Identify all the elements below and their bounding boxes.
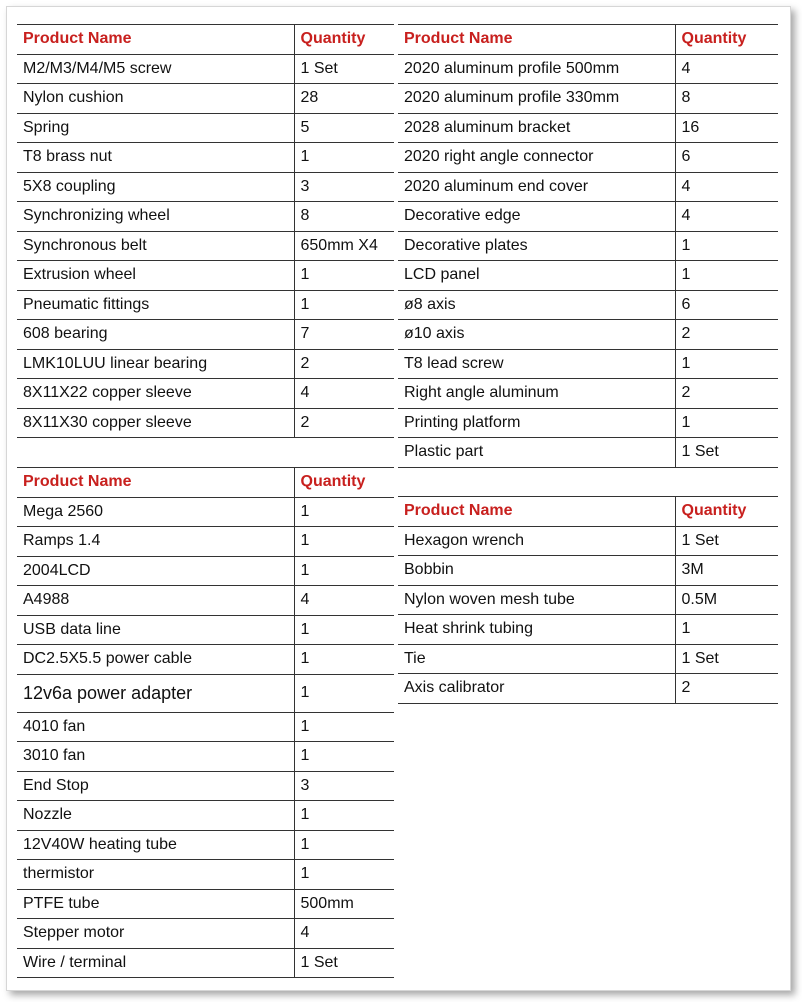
table-header-row: [17, 468, 394, 498]
table-row: [17, 919, 394, 949]
product-name-cell: Mega 2560: [17, 497, 294, 527]
table-row: [398, 202, 778, 232]
table-row: [17, 172, 394, 202]
product-name-cell: 2020 aluminum profile 330mm: [398, 84, 675, 114]
product-name-cell: 5X8 coupling: [17, 172, 294, 202]
table-row: [398, 290, 778, 320]
quantity-cell: 1: [675, 231, 778, 261]
table-row: [17, 379, 394, 409]
quantity-cell: 1: [675, 261, 778, 291]
table-row: [398, 585, 778, 615]
table-row: [17, 231, 394, 261]
product-name-cell: 608 bearing: [17, 320, 294, 350]
quantity-cell: 4: [294, 586, 394, 616]
table-row: [398, 644, 778, 674]
quantity-cell: 3M: [675, 556, 778, 586]
header-product-name: Product Name: [17, 25, 294, 55]
product-name-cell: Decorative plates: [398, 231, 675, 261]
quantity-cell: 1: [675, 615, 778, 645]
product-name-cell: Tie: [398, 644, 675, 674]
product-name-cell: 8X11X30 copper sleeve: [17, 408, 294, 438]
quantity-cell: 1: [294, 742, 394, 772]
table-row: [398, 556, 778, 586]
table-row: [17, 586, 394, 616]
product-name-cell: 2028 aluminum bracket: [398, 113, 675, 143]
product-name-cell: Printing platform: [398, 408, 675, 438]
quantity-cell: 1: [294, 497, 394, 527]
table-row: [17, 615, 394, 645]
header-product-name: Product Name: [398, 497, 675, 527]
quantity-cell: 8: [675, 84, 778, 114]
header-quantity: Quantity: [294, 468, 394, 498]
header-product-name: Product Name: [398, 25, 675, 55]
product-name-cell: End Stop: [17, 771, 294, 801]
product-name-cell: thermistor: [17, 860, 294, 890]
product-name-cell: 2020 aluminum profile 500mm: [398, 54, 675, 84]
table-row: [398, 261, 778, 291]
product-name-cell: 12v6a power adapter: [17, 674, 294, 712]
product-name-cell: 12V40W heating tube: [17, 830, 294, 860]
product-name-cell: Nylon cushion: [17, 84, 294, 114]
table-row: [398, 408, 778, 438]
quantity-cell: 2: [675, 379, 778, 409]
product-name-cell: 2004LCD: [17, 556, 294, 586]
table-row: [17, 712, 394, 742]
quantity-cell: 1: [294, 712, 394, 742]
product-name-cell: Nylon woven mesh tube: [398, 585, 675, 615]
quantity-cell: 1: [294, 556, 394, 586]
quantity-cell: 1: [675, 349, 778, 379]
quantity-cell: 4: [294, 919, 394, 949]
product-name-cell: T8 lead screw: [398, 349, 675, 379]
table-row: [17, 527, 394, 557]
product-name-cell: 3010 fan: [17, 742, 294, 772]
quantity-cell: 2: [294, 408, 394, 438]
product-name-cell: Synchronous belt: [17, 231, 294, 261]
product-name-cell: ø10 axis: [398, 320, 675, 350]
header-quantity: Quantity: [294, 25, 394, 55]
product-name-cell: Plastic part: [398, 438, 675, 468]
quantity-cell: 4: [675, 54, 778, 84]
product-name-cell: 2020 aluminum end cover: [398, 172, 675, 202]
quantity-cell: 1: [294, 615, 394, 645]
quantity-cell: 2: [675, 320, 778, 350]
quantity-cell: 4: [675, 172, 778, 202]
product-name-cell: Decorative edge: [398, 202, 675, 232]
quantity-cell: 1 Set: [294, 54, 394, 84]
table-header-row: [17, 25, 394, 55]
quantity-cell: 4: [294, 379, 394, 409]
quantity-cell: 1 Set: [675, 438, 778, 468]
table-row: [398, 54, 778, 84]
table-row: [17, 84, 394, 114]
product-name-cell: Nozzle: [17, 801, 294, 831]
table-row: [398, 320, 778, 350]
table-row: [398, 379, 778, 409]
table-row: [17, 556, 394, 586]
quantity-cell: 8: [294, 202, 394, 232]
quantity-cell: 1 Set: [675, 644, 778, 674]
quantity-cell: 1: [294, 801, 394, 831]
table-row: [17, 113, 394, 143]
quantity-cell: 3: [294, 771, 394, 801]
table-row: [398, 84, 778, 114]
table-row: [398, 615, 778, 645]
quantity-cell: 1: [675, 408, 778, 438]
table-header-row: [398, 25, 778, 55]
table-row: [398, 349, 778, 379]
quantity-cell: 3: [294, 172, 394, 202]
table-row: [398, 143, 778, 173]
product-name-cell: ø8 axis: [398, 290, 675, 320]
product-name-cell: Spring: [17, 113, 294, 143]
product-name-cell: USB data line: [17, 615, 294, 645]
quantity-cell: 1: [294, 290, 394, 320]
quantity-cell: 2: [294, 349, 394, 379]
quantity-cell: 2: [675, 674, 778, 704]
table-row: [17, 349, 394, 379]
table-row: [398, 438, 778, 468]
table-row: [17, 408, 394, 438]
header-product-name: Product Name: [17, 468, 294, 498]
quantity-cell: 1: [294, 674, 394, 712]
product-name-cell: 8X11X22 copper sleeve: [17, 379, 294, 409]
quantity-cell: 1: [294, 527, 394, 557]
parts-table-frame: [398, 24, 778, 468]
quantity-cell: 1: [294, 830, 394, 860]
product-name-cell: DC2.5X5.5 power cable: [17, 645, 294, 675]
table-row: [17, 497, 394, 527]
table-row: [398, 113, 778, 143]
table-row: [17, 742, 394, 772]
table-row: [17, 261, 394, 291]
product-name-cell: M2/M3/M4/M5 screw: [17, 54, 294, 84]
quantity-cell: 16: [675, 113, 778, 143]
table-row: [17, 202, 394, 232]
quantity-cell: 1: [294, 860, 394, 890]
header-quantity: Quantity: [675, 25, 778, 55]
product-name-cell: LMK10LUU linear bearing: [17, 349, 294, 379]
product-name-cell: PTFE tube: [17, 889, 294, 919]
table-row: [17, 948, 394, 978]
product-name-cell: 4010 fan: [17, 712, 294, 742]
quantity-cell: 4: [675, 202, 778, 232]
parts-table-electronics: [17, 467, 394, 978]
table-row: [17, 320, 394, 350]
quantity-cell: 5: [294, 113, 394, 143]
table-row: [17, 801, 394, 831]
quantity-cell: 1: [294, 645, 394, 675]
quantity-cell: 7: [294, 320, 394, 350]
product-name-cell: Right angle aluminum: [398, 379, 675, 409]
quantity-cell: 650mm X4: [294, 231, 394, 261]
quantity-cell: 1 Set: [294, 948, 394, 978]
table-row: [398, 231, 778, 261]
quantity-cell: 6: [675, 290, 778, 320]
table-row: [17, 860, 394, 890]
table-row: [17, 771, 394, 801]
product-name-cell: Ramps 1.4: [17, 527, 294, 557]
quantity-cell: 6: [675, 143, 778, 173]
product-name-cell: LCD panel: [398, 261, 675, 291]
table-row: [17, 645, 394, 675]
product-name-cell: Heat shrink tubing: [398, 615, 675, 645]
product-name-cell: Stepper motor: [17, 919, 294, 949]
table-row: [17, 674, 394, 712]
table-row: [17, 143, 394, 173]
product-name-cell: Synchronizing wheel: [17, 202, 294, 232]
table-row: [17, 830, 394, 860]
quantity-cell: 1: [294, 261, 394, 291]
product-name-cell: Bobbin: [398, 556, 675, 586]
table-header-row: [398, 497, 778, 527]
product-name-cell: Extrusion wheel: [17, 261, 294, 291]
quantity-cell: 0.5M: [675, 585, 778, 615]
table-row: [17, 290, 394, 320]
parts-table-hardware: [17, 24, 394, 438]
quantity-cell: 500mm: [294, 889, 394, 919]
product-name-cell: Axis calibrator: [398, 674, 675, 704]
table-row: [17, 889, 394, 919]
product-name-cell: T8 brass nut: [17, 143, 294, 173]
quantity-cell: 28: [294, 84, 394, 114]
table-row: [398, 172, 778, 202]
table-row: [398, 674, 778, 704]
product-name-cell: A4988: [17, 586, 294, 616]
table-row: [17, 54, 394, 84]
parts-table-tools: [398, 496, 778, 704]
product-name-cell: Hexagon wrench: [398, 526, 675, 556]
header-quantity: Quantity: [675, 497, 778, 527]
quantity-cell: 1 Set: [675, 526, 778, 556]
product-name-cell: 2020 right angle connector: [398, 143, 675, 173]
quantity-cell: 1: [294, 143, 394, 173]
table-row: [398, 526, 778, 556]
product-name-cell: Wire / terminal: [17, 948, 294, 978]
product-name-cell: Pneumatic fittings: [17, 290, 294, 320]
